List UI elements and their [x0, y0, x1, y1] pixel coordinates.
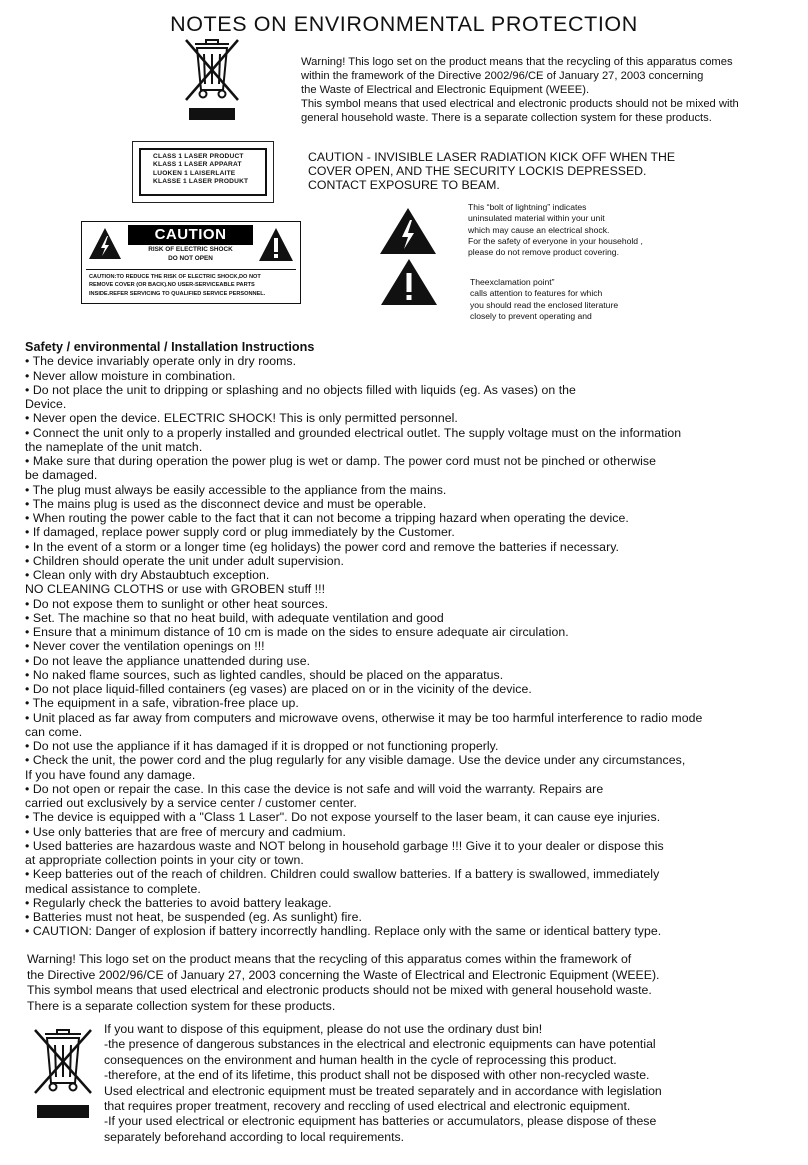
instruction-line: • Check the unit, the power cord and the plug regularly for any visible damage. Use the device under any circumstances, [25, 753, 686, 768]
instruction-line: • Do not place the unit to dripping or splashing and no objects filled with liquids (eg. As vases) on the [25, 382, 576, 397]
disposal-instructions [104, 1022, 804, 1145]
caution-body-line: CAUTION:TO REDUCE THE RISK OF ELECTRIC SHOCK,DO NOT [89, 274, 261, 280]
text-line: CAUTION - INVISIBLE LASER RADIATION KICK OFF WHEN THE [308, 150, 676, 164]
text-line: that requires proper treatment, recovery and reccling of used electrical and electronic equipment. [104, 1099, 631, 1114]
instruction-line: • Ensure that a minimum distance of 10 cm is made on the sides to ensure adequate air circulation. [25, 625, 569, 639]
caution-title: CAUTION [128, 225, 253, 245]
bottom-weee-notice [27, 952, 802, 1014]
top-weee-notice [301, 55, 801, 125]
text-line: closely to prevent operating and [470, 310, 592, 321]
instruction-line: • Never open the device. ELECTRIC SHOCK! This is only permitted personnel. [25, 411, 458, 426]
instruction-line: • Used batteries are hazardous waste and NOT belong in household garbage !!! Give it to your dealer or dispose this [25, 838, 664, 853]
instruction-line: medical assistance to complete. [25, 881, 201, 896]
text-line: This symbol means that used electrical and electronic products should not be mixed with general household waste. [27, 983, 652, 997]
instruction-line: • The device is equipped with a "Class 1 Laser". Do not expose yourself to the laser beam, it can cause eye injuries. [25, 810, 661, 825]
label-line: KLASS 1 LASER APPARAT [153, 161, 242, 169]
exclamation-warning-icon [258, 227, 294, 263]
text-line: Theexclamation point” [470, 277, 555, 287]
instruction-line: • Use only batteries that are free of mercury and cadmium. [25, 824, 346, 839]
weee-bin-icon-bottom [32, 1027, 94, 1121]
page-title: NOTES ON ENVIRONMENTAL PROTECTION [170, 12, 638, 36]
instruction-line: NO CLEANING CLOTHS or use with GROBEN stuff !!! [25, 582, 326, 597]
text-line: uninsulated material within your unit [468, 213, 605, 224]
divider [86, 269, 296, 270]
caution-body-line: INSIDE.REFER SERVICING TO QUALIFIED SERVICE PERSONNEL. [89, 290, 266, 297]
caution-sub-line: DO NOT OPEN [168, 254, 213, 262]
instruction-line: • When routing the power cable to the fact that it can not become a tripping hazard when operating the device. [25, 511, 629, 525]
instruction-line: • If damaged, replace power supply cord or plug immediately by the Customer. [25, 525, 455, 540]
text-line: COVER OPEN, AND THE SECURITY LOCKIS DEPRESSED. [308, 164, 647, 178]
label-line: KLASSE 1 LASER PRODUKT [153, 178, 249, 186]
text-line: the Directive 2002/96/CE of January 27, 2003 concerning the Waste of Electrical and Electronic Equipment (WEEE). [27, 967, 660, 982]
instruction-line: the nameplate of the unit match. [25, 439, 203, 454]
lightning-warning-icon [379, 207, 437, 255]
laser-class-label [132, 141, 274, 203]
label-line: CLASS 1 LASER PRODUCT [153, 153, 244, 160]
instruction-line: • Make sure that during operation the power plug is wet or damp. The power cord must not be pinched or otherwise [25, 454, 657, 468]
text-line: consequences on the environment and human health in the cycle of reprocessing this product. [104, 1052, 617, 1067]
instruction-line: • Do not use the appliance if it has damaged if it is dropped or not functioning properly. [25, 739, 499, 753]
text-line: -If your used electrical or electronic equipment has batteries or accumulators, please dispose of these [104, 1114, 657, 1129]
text-line: Warning! This logo set on the product means that the recycling of this apparatus comes [301, 56, 733, 68]
instruction-line: • The equipment in a safe, vibration-free place up. [25, 696, 299, 711]
instruction-line: • Never allow moisture in combination. [25, 368, 236, 383]
instruction-line: • No naked flame sources, such as lighted candles, should be placed on the apparatus. [25, 667, 504, 682]
text-line: For the safety of everyone in your household , [468, 235, 643, 246]
section-heading: Safety / environmental / Installation Instructions [25, 340, 315, 354]
instruction-line: • CAUTION: Danger of explosion if battery incorrectly handling. Replace only with the same or identical battery type. [25, 924, 662, 939]
text-line: you should read the enclosed literature [470, 299, 619, 310]
instruction-line: • Clean only with dry Abstaubtuch exception. [25, 568, 270, 582]
label-line: LUOKEN 1 LAISERLAITE [153, 169, 236, 177]
instruction-line: • In the event of a storm or a longer time (eg holidays) the power cord and remove the batteries if necessary. [25, 539, 619, 554]
instruction-line: • Batteries must not heat, be suspended (eg. As sunlight) fire. [25, 910, 362, 924]
instruction-line: • Regularly check the batteries to avoid battery leakage. [25, 895, 332, 910]
safety-instructions [25, 340, 800, 939]
instruction-line: • Never cover the ventilation openings on !!! [25, 639, 265, 654]
instruction-line: • Do not expose them to sunlight or other heat sources. [25, 596, 329, 611]
caution-electric-shock-label [81, 221, 301, 304]
instruction-line: • Connect the unit only to a properly installed and grounded electrical outlet. The supply voltage must on the information [25, 425, 682, 440]
text-line: Used electrical and electronic equipment must be treated separately and in accordance with legislation [104, 1083, 662, 1098]
caution-body-line: REMOVE COVER (OR BACK).NO USER-SERVICEABLE PARTS [89, 282, 255, 289]
text-line: Warning! This logo set on the product means that the recycling of this apparatus comes within the framework of [27, 952, 632, 966]
instruction-line: • Do not leave the appliance unattended during use. [25, 653, 311, 668]
text-line: separately beforehand according to local requirements. [104, 1129, 405, 1144]
lightning-explanation [468, 202, 643, 258]
text-line: general household waste. There is a separate collection system for these products. [301, 112, 712, 124]
text-line: please do not remove product covering. [468, 247, 619, 258]
text-line: -the presence of dangerous substances in the electrical and electronic equipments can have potential [104, 1037, 656, 1052]
instruction-line: • Keep batteries out of the reach of children. Children could swallow batteries. If a battery is swallowed, immediately [25, 867, 660, 882]
text-line: This symbol means that used electrical and electronic products should not be mixed with [301, 98, 739, 110]
instruction-line: • The device invariably operate only in dry rooms. [25, 354, 297, 369]
instruction-line: at appropriate collection points in your city or town. [25, 853, 304, 867]
weee-bin-icon-top [183, 38, 241, 122]
instruction-line: • The plug must always be easily accessible to the appliance from the mains. [25, 482, 447, 497]
instruction-line: • The mains plug is used as the disconnect device and must be operable. [25, 496, 427, 511]
text-line: within the framework of the Directive 2002/96/CE of January 27, 2003 concerning [301, 70, 704, 82]
text-line: CONTACT EXPOSURE TO BEAM. [308, 178, 500, 192]
instruction-line: carried out exclusively by a service center / customer center. [25, 796, 357, 810]
instruction-line: • Do not place liquid-filled containers (eg vases) are placed on or in the vicinity of the device. [25, 682, 532, 696]
caution-sub-line: RISK OF ELECTRIC SHOCK [148, 246, 233, 253]
instruction-line: Device. [25, 397, 67, 411]
text-line: which may cause an electrical shock. [468, 224, 610, 235]
laser-caution-text [308, 150, 675, 192]
instruction-line: • Set. The machine so that no heat build, with adequate ventilation and good [25, 610, 444, 625]
text-line: calls attention to features for which [470, 288, 603, 299]
lightning-warning-icon [88, 227, 122, 261]
text-line: This “bolt of lightning” indicates [468, 202, 587, 212]
instruction-line: • Children should operate the unit under adult supervision. [25, 553, 344, 568]
exclamation-explanation [470, 277, 618, 322]
instruction-line: can come. [25, 724, 83, 739]
instruction-line: be damaged. [25, 468, 98, 483]
text-line: the Waste of Electrical and Electronic Equipment (WEEE). [301, 84, 590, 96]
instruction-line: • Unit placed as far away from computers and microwave ovens, otherwise it may be too harmful interference to radio mode [25, 710, 703, 725]
text-line: There is a separate collection system for these products. [27, 998, 336, 1013]
instruction-line: • Do not open or repair the case. In this case the device is not safe and will void the warranty. Repairs are [25, 781, 604, 796]
text-line: If you want to dispose of this equipment, please do not use the ordinary dust bin! [104, 1022, 543, 1036]
text-line: -therefore, at the end of its lifetime, this product shall not be disposed with other non-recycled waste. [104, 1068, 650, 1083]
instruction-line: If you have found any damage. [25, 767, 196, 782]
exclamation-warning-icon [380, 258, 438, 306]
